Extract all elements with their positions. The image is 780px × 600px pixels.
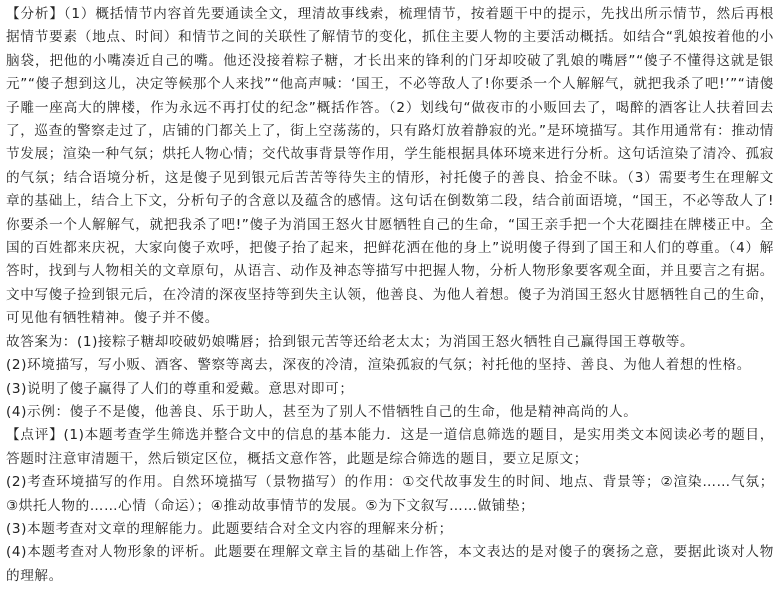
answer-item-2: (2)环境描写，写小贩、酒客、警察等离去，深夜的冷清，渲染孤寂的气氛；衬托他的坚持、善良、为他人着想的性格。 — [6, 357, 751, 374]
comment-item-3: (3)本题考查对文章的理解能力。此题要结合对全文内容的理解来分析； — [6, 520, 453, 537]
comment-paragraph: 【点评】(1)本题考查学生筛选并整合文中的信息的基本能力．这是一道信息筛选的题目，是实用类文本阅读必考的题目，答题时注意审清题干，然后锁定区位，概括文意作答，此题是综合筛选的题目，要立足原文； — [6, 427, 774, 467]
analysis-paragraph: 【分析】（1）概括情节内容首先要通读全文，理清故事线索，梳理情节，按着题干中的提示，先找出所示情节，然后再根据情节要素（地点、时间）和情节之间的关联性了解情节的变化，抓住主要人物的主要活动概括。如结合“乳娘按着他的小脑袋，把他的小嘴凑近自己的嘴。他还没接着粽子糖，才长出来的锋利的门牙却咬破了乳娘的嘴唇”“傻子不懂得这就是银元”“傻子想到这儿，决定等候那个人来找”“他高声喊：‘国王，不必等敌人了!你要杀一个人解解气，就把我杀了吧!’”“请傻子雕一座高大的牌楼，作为永远不再打仗的纪念”概括作答。（2）划线句“做夜市的小贩回去了，喝醉的酒客让人扶着回去了，巡查的警察走过了，店铺的门都关上了，街上空荡荡的，只有路灯放着静寂的光。”是环境描写。其作用通常有：推动情节发展；渲染一种气氛；烘托人物心情；交代故事背景等作用，学生能根据具体环境来进行分析。这句话渲染了清冷、孤寂的气氛；结合语境分析，这是傻子见到银元后苦苦等待失主的情形，衬托傻子的善良、拾金不昧。（3）需要考生在理解文章的基础上，结合上下文，分析句子的含意以及蕴含的感情。这句话在倒数第二段，结合前面语境，“国王，不必等敌人了!你要杀一个人解解气，就把我杀了吧!”傻子为消国王怒火甘愿牺牲自己的生命，“国王亲手把一个大花圈挂在牌楼正中。全国的百姓都来庆祝，大家向傻子欢呼，把傻子抬了起来，把鲜花洒在他的身上”说明傻子得到了国王和人们的尊重。（4）解答时，找到与人物相关的文章原句，从语言、动作及神态等描写中把握人物，分析人物形象要客观全面，并且要言之有据。文中写傻子捡到银元后，在冷清的深夜坚持等到失主认领，他善良、为他人着想。傻子为消国王怒火甘愿牺牲自己的生命，可见他有牺牲精神。傻子并不傻。 — [6, 6, 774, 327]
answer-item-3: (3)说明了傻子赢得了人们的尊重和爱戴。意思对即可； — [6, 380, 354, 397]
comment-item-4: (4)本题考查对人物形象的评析。此题要在理解文章主旨的基础上作答，本文表达的是对傻子的褒扬之意，要据此谈对人物的理解。 — [6, 544, 774, 584]
comment-item-2: (2)考查环境描写的作用。自然环境描写（景物描写）的作用：①交代故事发生的时间、地点、背景等；②渲染……气氛；③烘托人物的……心情（命运）；④推动故事情节的发展。⑤为下文叙写……做铺垫； — [6, 474, 774, 514]
answer-summary-paragraph: 故答案为：(1)接粽子糖却咬破奶娘嘴唇；拾到银元苦等还给老太太；为消国王怒火牺牲自己赢得国王尊敬等。 — [6, 333, 695, 350]
answer-item-4: (4)示例：傻子不是傻，他善良、乐于助人，甚至为了别人不惜牺牲自己的生命，他是精神高尚的人。 — [6, 403, 638, 420]
